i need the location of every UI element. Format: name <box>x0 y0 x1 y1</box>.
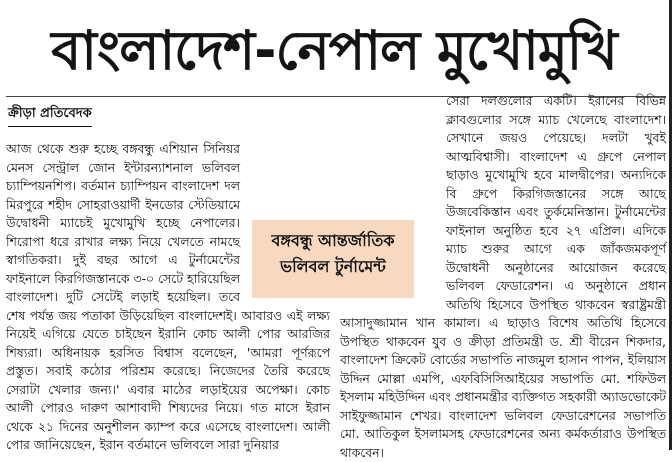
pull-quote-box: বঙ্গবন্ধু আন্তর্জাতিক ভলিবল টুর্নামেন্ট <box>252 220 414 298</box>
article-text-right: সেরা দলগুলোর একটি। ইরানের বিভিন্ন ক্লাবগুলোর সঙ্গে ম্যাচ খেলেছে বাংলাদেশ। সেখানে জয়ও পেয়েছে। দলটা খুবই আত্মবিশ্বাসী। বাংলাদেশ এ গ্রুপে নেপাল ছাড়াও মুখোমুখি হবে মালদ্বীপের। অন্যদিকে বি গ্রুপে কিরগিজস্তানের সঙ্গে আছে উজবেকিস্তান এবং তুর্কমেনিস্তান। টুর্নামেন্টের ফাইনাল অনুষ্ঠিত হবে ২৭ এপ্রিল। এদিকে ম্যাচ শুরুর আগে এক জাঁকজমকপূর্ণ উদ্বোধনী অনুষ্ঠানের আয়োজন করেছে ভলিবল ফেডারেশন। এ অনুষ্ঠানে প্রধান অতিথি হিসেবে উপস্থিত থাকবেন স্বরাষ্ট্রমন্ত্রী আসাদুজ্জামান খান কামাল। এ ছাড়াও বিশেষ অতিথি হিসেবে উপস্থিত থাকবেন যুব ও ক্রীড়া প্রতিমন্ত্রী ড. শ্রী বীরেন শিকদার, বাংলাদেশ ক্রিকেট বোর্ডের সভাপতি নাজমুল হাসান পাপন, ইলিয়াস উদ্দিন মোল্লা এমপি, এফবিসিসিআইয়ের সভাপতি মো. শফিউল ইসলাম মহিউদ্দিন এবং প্রধানমন্ত্রীর ব্যক্তিগত সহকারী অ্যাডভোকেট সাইফুজ্জামান শেখর। বাংলাদেশ ভলিবল ফেডারেশনের সভাপতি মো. আতিকুল ইসলামসহ ফেডারেশনের অন্য কর্মকর্তারাও উপস্থিত থাকবেন। <box>340 93 666 460</box>
article-text-left: আজ থেকে শুরু হচ্ছে বঙ্গবন্ধু এশিয়ান সিনিয়র মেনস সেন্ট্রাল জোন ইন্টারন্যাশনাল ভলিবল চ্যাম্পিয়নশিপ। বর্তমান চ্যাম্পিয়ন বাংলাদেশ দল মিরপুরে শহীদ সোহরাওয়ার্দী ইনডোর স্টেডিয়ামে উদ্বোধনী ম্যাচেই মুখোমুখি হচ্ছে নেপালের। শিরোপা ধরে রাখার লক্ষ্য নিয়ে খেলতে নামছে স্বাগতিকরা। দুই বছর আগে এ টুর্নামেন্টের ফাইনালে কিরগিজস্তানকে ৩-০ সেটে হারিয়েছিল বাংলাদেশ। দুটি সেটেই লড়াই হয়েছিল। তবে শেষ পর্যন্ত জয় পতাকা উড়িয়েছিল বাংলাদেশই। আবারও এই লক্ষ্য নিয়েই এগিয়ে যেতে চাইছেন ইরানি কোচ আলী পোর আরজির শিষ্যরা। অধিনায়ক হরসিত বিশ্বাস বলেছেন, 'আমরা পূর্ণরূপে প্রস্তুত। সবাই কঠোর পরিশ্রম করেছে। নিজেদের তৈরি করেছে সেরাটা খেলার জন্য।' এবার মাঠের লড়াইয়ের অপেক্ষা। কোচ আলী পোরও দারুণ আশাবাদী শিষ্যদের নিয়ে। গত মাসে ইরান থেকে ২১ দিনের অনুশীলন ক্যাম্প করে এসেছে বাংলাদেশ। আলী পোর জানিয়েছেন, ইরান বর্তমানে ভলিবলে সারা দুনিয়ার <box>6 141 330 452</box>
byline: ক্রীড়া প্রতিবেদক <box>8 104 92 127</box>
headline: বাংলাদেশ-নেপাল মুখোমুখি <box>51 19 617 82</box>
